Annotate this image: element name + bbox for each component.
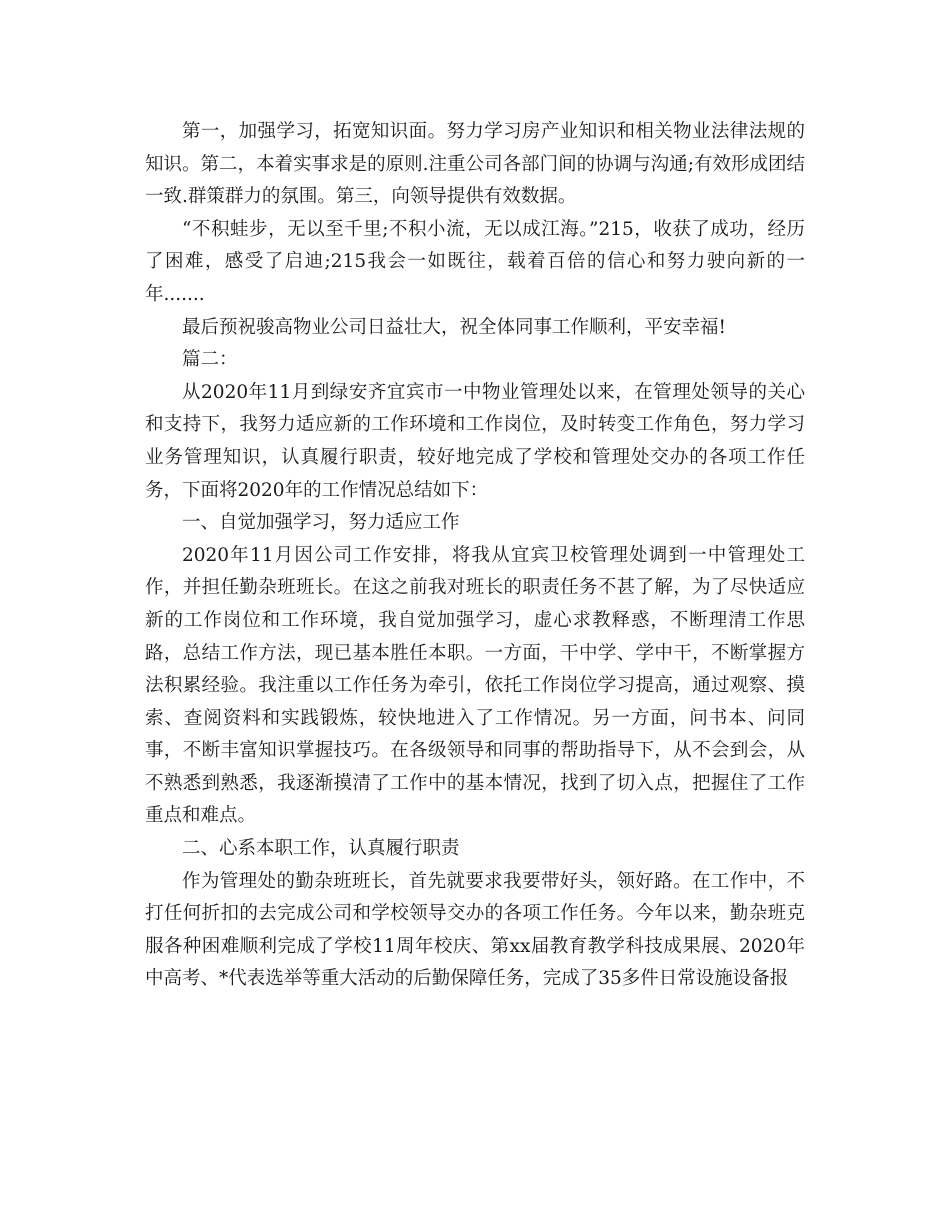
- paragraph-study: 第一，加强学习，拓宽知识面。努力学习房产业知识和相关物业法律法规的知识。第二，本着实事求是的原则.注重公司各部门间的协调与沟通;有效形成团结一致.群策群力的氛围。第三，向领导提供有效数据。: [145, 121, 805, 208]
- paragraph-learning: 2020年11月因公司工作安排，将我从宜宾卫校管理处调到一中管理处工作，并担任勤杂班班长。在这之前我对班长的职责任务不甚了解，为了尽快适应新的工作岗位和工作环境，我自觉加强学习，虚心求教释惑，不断理清工作思路，总结工作方法，现已基本胜任本职。一方面，干中学、学中干，不断掌握方法积累经验。我注重以工作任务为牵引，依托工作岗位学习提高，通过观察、摸索、查阅资料和实践锻炼，较快地进入了工作情况。另一方面，问书本、问同事，不断丰富知识掌握技巧。在各级领导和同事的帮助指导下，从不会到会，从不熟悉到熟悉，我逐渐摸清了工作中的基本情况，找到了切入点，把握住了工作重点和难点。: [145, 544, 805, 827]
- section-heading-two: 二、心系本职工作，认真履行职责: [182, 838, 460, 860]
- section-heading-one: 一、自觉加强学习，努力适应工作: [182, 512, 460, 534]
- paragraph-duties: 作为管理处的勤杂班班长，首先就要求我要带好头，领好路。在工作中，不打任何折扣的去完成公司和学校领导交办的各项工作任务。今年以来，勤杂班克服各种困难顺利完成了学校11周年校庆、第xx届教育教学科技成果展、2020年中高考、*代表选举等重大活动的后勤保障任务，完成了35多件日常设施设备报: [145, 870, 805, 990]
- paragraph-wishes: 最后预祝骏高物业公司日益壮大，祝全体同事工作顺利，平安幸福!: [182, 316, 726, 338]
- paragraph-quote: “不积蛙步，无以至千里;不积小流，无以成江海。”215，收获了成功，经历了困难，感受了启迪;215我会一如既往，载着百倍的信心和努力驶向新的一年.......: [145, 218, 805, 305]
- paragraph-intro: 从2020年11月到绿安齐宜宾市一中物业管理处以来，在管理处领导的关心和支持下，我努力适应新的工作环境和工作岗位，及时转变工作角色，努力学习业务管理知识，认真履行职责，较好地完成了学校和管理处交办的各项工作任务，下面将2020年的工作情况总结如下：: [145, 381, 805, 501]
- document-body: [145, 116, 805, 996]
- section-heading-part-two: 篇二：: [182, 349, 238, 371]
